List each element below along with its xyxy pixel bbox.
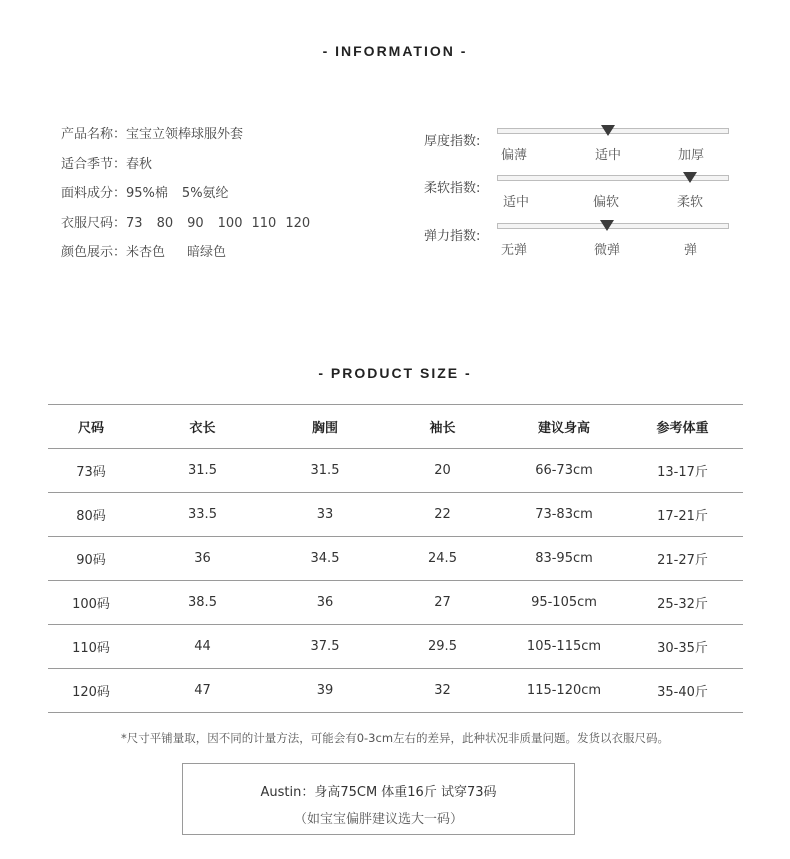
table-cell: 115-120cm xyxy=(506,669,622,713)
table-row xyxy=(48,581,743,625)
color-option: 米杏色 xyxy=(126,245,166,260)
table-cell: 25-32斤 xyxy=(622,581,743,625)
elasticity-scale xyxy=(424,219,744,265)
table-cell: 31.5 xyxy=(271,449,379,493)
table-cell: 32 xyxy=(379,669,506,713)
info-row-sizes xyxy=(61,212,310,242)
scale-option: 微弹 xyxy=(594,243,621,258)
product-info-list xyxy=(61,123,310,271)
table-cell: 105-115cm xyxy=(506,625,622,669)
table-cell: 36 xyxy=(271,581,379,625)
table-row xyxy=(48,625,743,669)
measurement-note: *尺寸平铺量取，因不同的计量方法，可能会有0-3cm左右的差异，此种状况非质量问题。发货以衣服尺码。 xyxy=(120,731,670,745)
scale-option: 偏软 xyxy=(593,195,620,210)
table-cell: 66-73cm xyxy=(506,449,622,493)
size-option: 73 xyxy=(126,215,143,231)
table-cell: 13-17斤 xyxy=(622,449,743,493)
scale-track xyxy=(497,175,729,181)
info-label: 面料成分： xyxy=(61,186,127,201)
column-header: 尺码 xyxy=(48,405,134,449)
info-label: 衣服尺码： xyxy=(61,215,127,231)
table-cell: 38.5 xyxy=(134,581,271,625)
table-cell: 34.5 xyxy=(271,537,379,581)
table-cell: 35-40斤 xyxy=(622,669,743,713)
table-cell: 20 xyxy=(379,449,506,493)
table-cell: 90码 xyxy=(48,537,134,581)
table-cell: 80码 xyxy=(48,493,134,537)
info-row-season xyxy=(61,153,310,183)
table-cell: 17-21斤 xyxy=(622,493,743,537)
table-cell: 73码 xyxy=(48,449,134,493)
size-option: 110 xyxy=(251,215,277,231)
info-value: 5%氨纶 xyxy=(181,186,229,201)
thickness-scale-label: 厚度指数: xyxy=(424,134,481,149)
info-label: 适合季节： xyxy=(61,156,127,172)
column-header: 衣长 xyxy=(134,405,271,449)
info-value: 春秋 xyxy=(126,156,153,172)
table-cell: 110码 xyxy=(48,625,134,669)
table-cell: 95-105cm xyxy=(506,581,622,625)
scale-marker-icon xyxy=(601,125,615,136)
table-cell: 31.5 xyxy=(134,449,271,493)
table-row xyxy=(48,493,743,537)
column-header: 参考体重 xyxy=(622,405,743,449)
table-cell: 120码 xyxy=(48,669,134,713)
scale-option: 偏薄 xyxy=(501,148,528,163)
table-cell: 83-95cm xyxy=(506,537,622,581)
softness-scale-label: 柔软指数: xyxy=(424,181,481,196)
size-table xyxy=(48,404,743,713)
table-cell: 27 xyxy=(379,581,506,625)
size-option: 90 xyxy=(187,215,204,231)
table-cell: 47 xyxy=(134,669,271,713)
scale-option: 柔软 xyxy=(677,195,704,210)
size-option: 80 xyxy=(156,215,174,231)
table-row xyxy=(48,449,743,493)
table-cell: 39 xyxy=(271,669,379,713)
scale-track xyxy=(497,223,729,229)
table-cell: 100码 xyxy=(48,581,134,625)
table-cell: 29.5 xyxy=(379,625,506,669)
scale-option: 无弹 xyxy=(501,243,528,258)
info-row-colors xyxy=(61,241,310,271)
table-row xyxy=(48,537,743,581)
table-cell: 30-35斤 xyxy=(622,625,743,669)
table-cell: 33.5 xyxy=(134,493,271,537)
size-option: 120 xyxy=(285,215,311,231)
table-cell: 21-27斤 xyxy=(622,537,743,581)
elasticity-scale-label: 弹力指数: xyxy=(424,229,481,244)
softness-scale xyxy=(424,171,744,217)
table-cell: 22 xyxy=(379,493,506,537)
size-option: 100 xyxy=(217,215,243,231)
column-header: 袖长 xyxy=(379,405,506,449)
table-cell: 24.5 xyxy=(379,537,506,581)
size-table-header-row xyxy=(48,405,743,449)
model-fit-box xyxy=(182,763,575,835)
table-cell: 36 xyxy=(134,537,271,581)
model-fit-info: Austin：身高75CM 体重16斤 试穿73码 xyxy=(260,785,497,800)
column-header: 建议身高 xyxy=(506,405,622,449)
scale-marker-icon xyxy=(683,172,697,183)
thickness-scale xyxy=(424,124,744,170)
scale-option: 弹 xyxy=(684,243,698,258)
info-value: 95%棉 xyxy=(126,186,168,201)
table-row xyxy=(48,669,743,713)
table-cell: 73-83cm xyxy=(506,493,622,537)
scale-track xyxy=(497,128,729,134)
table-cell: 37.5 xyxy=(271,625,379,669)
info-row-fabric xyxy=(61,182,310,212)
scale-option: 加厚 xyxy=(678,148,705,163)
info-label: 颜色展示： xyxy=(61,245,127,260)
size-advice: （如宝宝偏胖建议选大一码） xyxy=(293,812,463,827)
product-size-title: - PRODUCT SIZE - xyxy=(318,365,472,381)
color-option: 暗绿色 xyxy=(187,245,227,260)
scale-marker-icon xyxy=(600,220,614,231)
scale-option: 适中 xyxy=(503,195,530,210)
info-row-product-name xyxy=(61,123,310,153)
info-label: 产品名称： xyxy=(61,127,127,142)
scale-option: 适中 xyxy=(595,148,622,163)
column-header: 胸围 xyxy=(271,405,379,449)
table-cell: 44 xyxy=(134,625,271,669)
info-value: 宝宝立领棒球服外套 xyxy=(126,127,244,142)
information-title: - INFORMATION - xyxy=(322,43,468,59)
table-cell: 33 xyxy=(271,493,379,537)
